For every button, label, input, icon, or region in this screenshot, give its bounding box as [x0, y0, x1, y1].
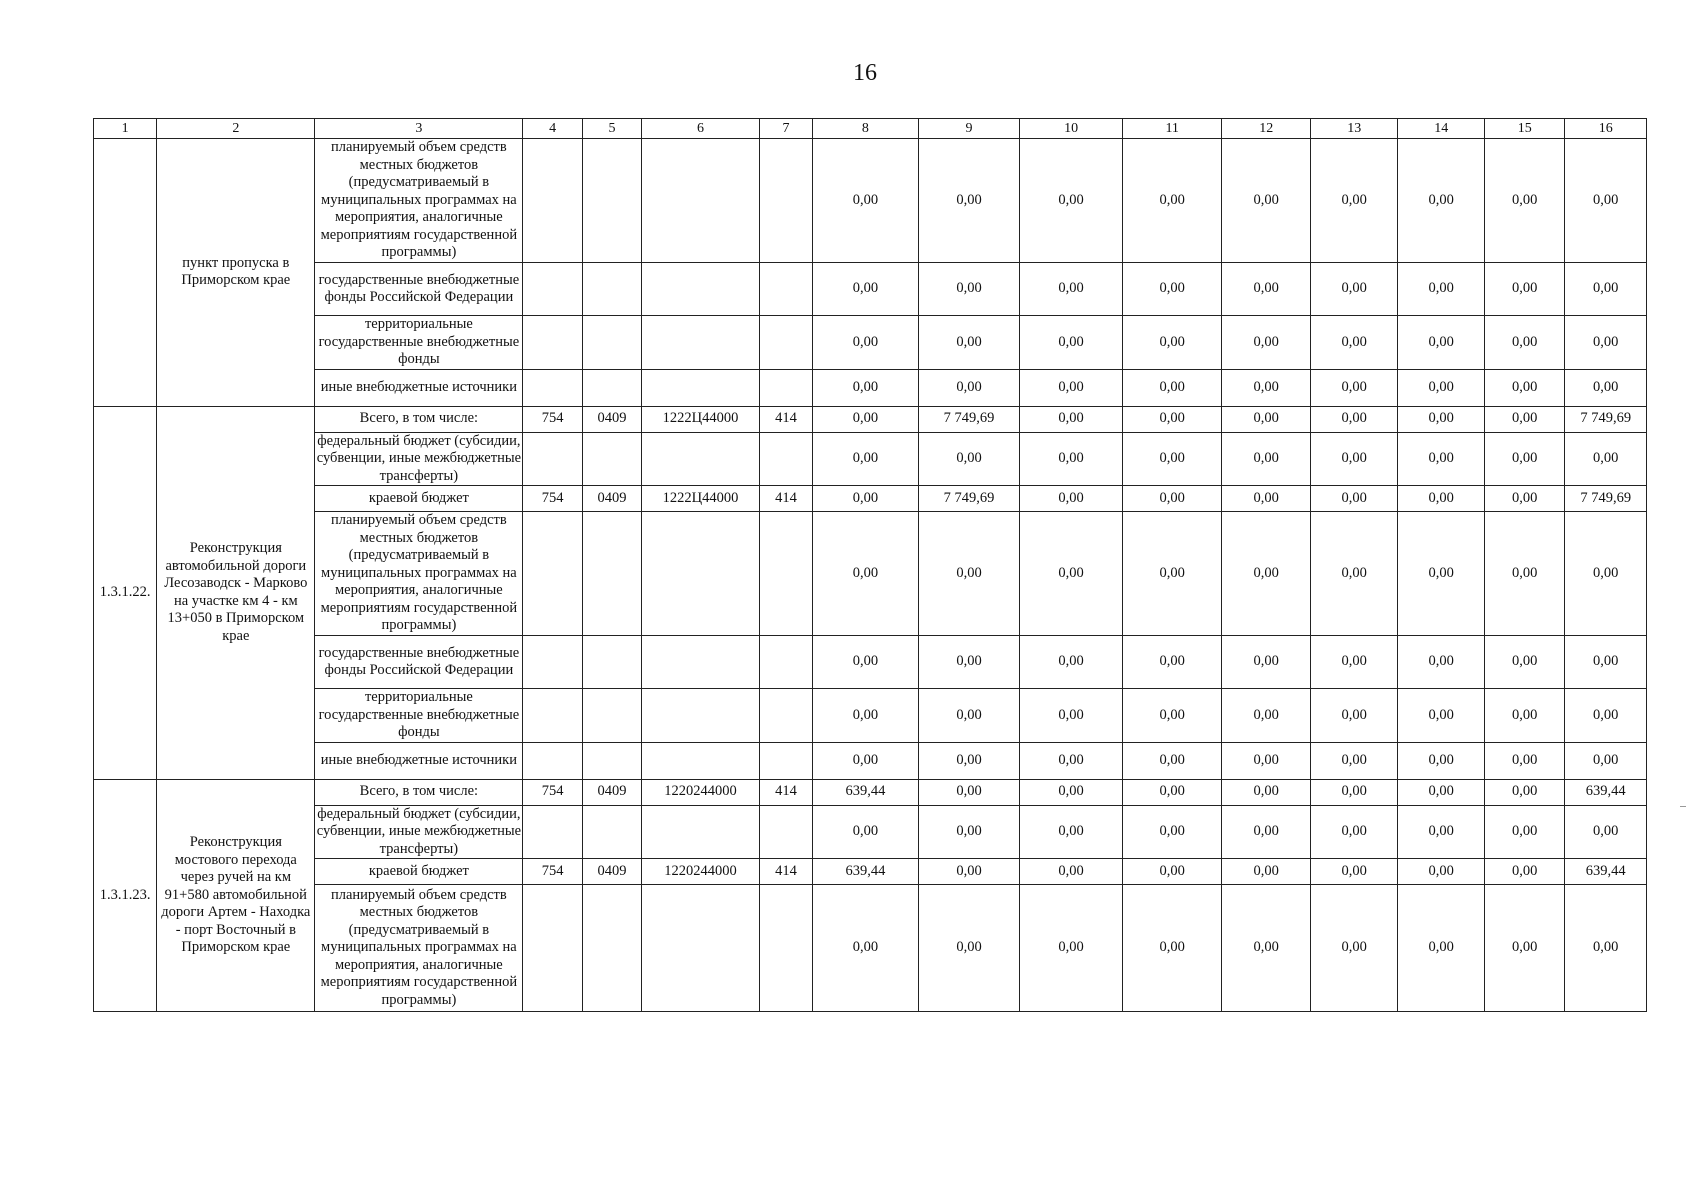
amount-cell: 0,00 [1484, 689, 1564, 743]
amount-cell: 0,00 [1484, 859, 1564, 885]
amount-cell: 0,00 [1222, 486, 1311, 512]
amount-cell: 0,00 [1122, 406, 1222, 432]
col-header: 3 [315, 119, 523, 139]
classification-cell [582, 369, 641, 406]
table-row [94, 689, 1647, 743]
classification-cell: 0409 [582, 406, 641, 432]
classification-cell [523, 689, 582, 743]
amount-cell: 0,00 [918, 689, 1020, 743]
classification-cell [759, 263, 812, 316]
amount-cell: 0,00 [1310, 263, 1398, 316]
amount-cell: 639,44 [813, 859, 919, 885]
amount-cell: 0,00 [1310, 779, 1398, 805]
table-row [94, 859, 1647, 885]
classification-cell [523, 512, 582, 636]
funding-source: государственные внебюджетные фонды Российской Федерации [315, 263, 523, 316]
amount-cell: 0,00 [813, 512, 919, 636]
amount-cell: 0,00 [1222, 805, 1311, 859]
amount-cell: 0,00 [1484, 316, 1564, 370]
classification-cell [642, 316, 760, 370]
amount-cell: 0,00 [1222, 689, 1311, 743]
amount-cell: 0,00 [1398, 432, 1485, 486]
classification-cell [523, 369, 582, 406]
amount-cell: 0,00 [918, 432, 1020, 486]
funding-source: Всего, в том числе: [315, 779, 523, 805]
classification-cell [582, 432, 641, 486]
amount-cell: 0,00 [1222, 432, 1311, 486]
amount-cell: 0,00 [1398, 859, 1485, 885]
amount-cell: 0,00 [1222, 263, 1311, 316]
amount-cell: 0,00 [1222, 885, 1311, 1012]
table-row [94, 885, 1647, 1012]
col-header: 8 [813, 119, 919, 139]
amount-cell: 0,00 [1398, 486, 1485, 512]
col-header: 7 [759, 119, 812, 139]
funding-source: планируемый объем средств местных бюджетов (предусматриваемый в муниципальных программах на мероприятия, аналогичные мероприятиям государственной программы) [315, 139, 523, 263]
amount-cell: 0,00 [1484, 263, 1564, 316]
classification-cell [582, 316, 641, 370]
classification-cell [642, 885, 760, 1012]
classification-cell [582, 263, 641, 316]
amount-cell: 0,00 [1484, 139, 1564, 263]
amount-cell: 0,00 [1020, 779, 1123, 805]
amount-cell: 0,00 [918, 139, 1020, 263]
table-body [94, 119, 1647, 1012]
funding-source: территориальные государственные внебюджетные фонды [315, 316, 523, 370]
amount-cell: 0,00 [1122, 742, 1222, 779]
amount-cell: 0,00 [1398, 316, 1485, 370]
amount-cell: 0,00 [1122, 859, 1222, 885]
col-header: 2 [157, 119, 315, 139]
classification-cell [523, 432, 582, 486]
amount-cell: 0,00 [918, 263, 1020, 316]
amount-cell: 0,00 [1310, 369, 1398, 406]
amount-cell: 0,00 [1122, 805, 1222, 859]
classification-cell [642, 689, 760, 743]
amount-cell: 0,00 [1398, 636, 1485, 689]
col-header: 4 [523, 119, 582, 139]
amount-cell: 0,00 [918, 779, 1020, 805]
amount-cell: 0,00 [1222, 779, 1311, 805]
col-header: 6 [642, 119, 760, 139]
amount-cell: 0,00 [1222, 139, 1311, 263]
amount-cell: 0,00 [1310, 512, 1398, 636]
amount-cell: 0,00 [918, 859, 1020, 885]
amount-cell: 0,00 [1222, 406, 1311, 432]
amount-cell: 0,00 [918, 805, 1020, 859]
classification-cell: 754 [523, 779, 582, 805]
amount-cell: 0,00 [1484, 369, 1564, 406]
funding-source: федеральный бюджет (субсидии, субвенции, иные межбюджетные трансферты) [316, 432, 522, 484]
amount-cell: 0,00 [1020, 742, 1123, 779]
table-row [94, 263, 1647, 316]
amount-cell: 0,00 [1020, 406, 1123, 432]
table-row [94, 486, 1647, 512]
amount-cell: 0,00 [1310, 406, 1398, 432]
amount-cell: 0,00 [1565, 689, 1647, 743]
col-header: 9 [918, 119, 1020, 139]
amount-cell: 0,00 [1222, 369, 1311, 406]
col-header: 11 [1122, 119, 1222, 139]
classification-cell [582, 636, 641, 689]
item-name: Реконструкция мостового перехода через ручей на км 91+580 автомобильной дороги Артем - Находка - порт Восточный в Приморском крае [157, 779, 315, 1012]
col-header: 5 [582, 119, 641, 139]
amount-cell: 0,00 [918, 636, 1020, 689]
amount-cell: 0,00 [813, 805, 919, 859]
amount-cell: 0,00 [1310, 316, 1398, 370]
amount-cell: 0,00 [1565, 512, 1647, 636]
item-name: Реконструкция автомобильной дороги Лесозаводск - Марково на участке км 4 - км 13+050 в Приморском крае [157, 406, 315, 779]
classification-cell [582, 689, 641, 743]
classification-cell: 754 [523, 486, 582, 512]
classification-cell [582, 742, 641, 779]
amount-cell: 0,00 [1565, 742, 1647, 779]
amount-cell: 0,00 [1222, 742, 1311, 779]
amount-cell: 0,00 [1484, 432, 1564, 486]
table-row [94, 432, 1647, 486]
table-row [94, 369, 1647, 406]
classification-cell: 1222Ц44000 [642, 486, 760, 512]
classification-cell [642, 369, 760, 406]
amount-cell: 0,00 [1398, 689, 1485, 743]
amount-cell: 7 749,69 [1565, 486, 1647, 512]
classification-cell [759, 369, 812, 406]
amount-cell: 0,00 [1484, 406, 1564, 432]
classification-cell: 754 [523, 859, 582, 885]
classification-cell: 1220244000 [642, 779, 760, 805]
classification-cell [642, 263, 760, 316]
col-header: 12 [1222, 119, 1311, 139]
funding-source: федеральный бюджет (субсидии, субвенции, иные межбюджетные трансферты) [316, 805, 522, 857]
col-header: 13 [1310, 119, 1398, 139]
amount-cell: 0,00 [1020, 805, 1123, 859]
amount-cell: 0,00 [813, 406, 919, 432]
classification-cell: 0409 [582, 859, 641, 885]
amount-cell: 0,00 [1020, 512, 1123, 636]
classification-cell [523, 263, 582, 316]
amount-cell: 0,00 [1565, 805, 1647, 859]
amount-cell: 639,44 [813, 779, 919, 805]
classification-cell: 1222Ц44000 [642, 406, 760, 432]
classification-cell [642, 636, 760, 689]
amount-cell: 0,00 [1310, 742, 1398, 779]
amount-cell: 0,00 [1565, 316, 1647, 370]
funding-source: краевой бюджет [315, 486, 523, 512]
classification-cell [642, 139, 760, 263]
classification-cell [759, 139, 812, 263]
amount-cell: 0,00 [1398, 805, 1485, 859]
amount-cell: 0,00 [1565, 636, 1647, 689]
amount-cell: 0,00 [1484, 779, 1564, 805]
amount-cell: 0,00 [1122, 139, 1222, 263]
table-row [94, 139, 1647, 263]
amount-cell: 639,44 [1565, 859, 1647, 885]
classification-cell [759, 432, 812, 486]
amount-cell: 0,00 [1122, 689, 1222, 743]
amount-cell: 0,00 [918, 512, 1020, 636]
amount-cell: 0,00 [1222, 316, 1311, 370]
classification-cell [523, 636, 582, 689]
amount-cell: 0,00 [1484, 486, 1564, 512]
amount-cell: 0,00 [1398, 406, 1485, 432]
table-row [94, 805, 1647, 859]
budget-table [93, 118, 1647, 1012]
amount-cell: 0,00 [1020, 689, 1123, 743]
amount-cell: 0,00 [1484, 885, 1564, 1012]
col-header: 16 [1565, 119, 1647, 139]
amount-cell: 0,00 [1310, 859, 1398, 885]
amount-cell: 0,00 [1484, 636, 1564, 689]
amount-cell: 0,00 [1020, 432, 1123, 486]
amount-cell: 0,00 [1020, 885, 1123, 1012]
classification-cell: 754 [523, 406, 582, 432]
amount-cell: 0,00 [1310, 689, 1398, 743]
amount-cell: 0,00 [1310, 139, 1398, 263]
funding-source: планируемый объем средств местных бюджетов (предусматриваемый в муниципальных программах на мероприятия, аналогичные мероприятиям государственной программы) [315, 885, 523, 1012]
amount-cell: 0,00 [813, 486, 919, 512]
classification-cell [523, 885, 582, 1012]
item-code: 1.3.1.23. [94, 779, 157, 1012]
amount-cell: 0,00 [1122, 486, 1222, 512]
funding-source: планируемый объем средств местных бюджетов (предусматриваемый в муниципальных программах на мероприятия, аналогичные мероприятиям государственной программы) [315, 512, 523, 636]
amount-cell: 0,00 [1310, 636, 1398, 689]
amount-cell: 7 749,69 [918, 486, 1020, 512]
classification-cell [759, 316, 812, 370]
amount-cell: 0,00 [1020, 859, 1123, 885]
classification-cell [523, 805, 582, 859]
funding-source: государственные внебюджетные фонды Российской Федерации [315, 636, 523, 689]
amount-cell: 0,00 [813, 742, 919, 779]
classification-cell [759, 885, 812, 1012]
amount-cell: 0,00 [813, 369, 919, 406]
amount-cell: 0,00 [813, 139, 919, 263]
classification-cell [759, 805, 812, 859]
item-name: пункт пропуска в Приморском крае [157, 139, 315, 407]
classification-cell [523, 742, 582, 779]
classification-cell [523, 316, 582, 370]
classification-cell: 414 [759, 859, 812, 885]
amount-cell: 7 749,69 [918, 406, 1020, 432]
amount-cell: 0,00 [1310, 432, 1398, 486]
amount-cell: 0,00 [1484, 512, 1564, 636]
amount-cell: 0,00 [1484, 805, 1564, 859]
funding-source: краевой бюджет [315, 859, 523, 885]
amount-cell: 0,00 [813, 636, 919, 689]
classification-cell [759, 512, 812, 636]
amount-cell: 0,00 [1565, 885, 1647, 1012]
col-header: 10 [1020, 119, 1123, 139]
page-number: 16 [853, 60, 877, 86]
table-row [94, 742, 1647, 779]
amount-cell: 0,00 [1398, 369, 1485, 406]
amount-cell: 0,00 [1122, 316, 1222, 370]
amount-cell: 0,00 [1122, 263, 1222, 316]
amount-cell: 0,00 [1310, 885, 1398, 1012]
amount-cell: 0,00 [1020, 369, 1123, 406]
item-code [94, 139, 157, 407]
funding-source: иные внебюджетные источники [315, 742, 523, 779]
funding-source: территориальные государственные внебюджетные фонды [315, 689, 523, 743]
amount-cell: 0,00 [813, 263, 919, 316]
amount-cell: 0,00 [1122, 779, 1222, 805]
amount-cell: 639,44 [1565, 779, 1647, 805]
amount-cell: 0,00 [1122, 432, 1222, 486]
amount-cell: 0,00 [1484, 742, 1564, 779]
classification-cell [642, 805, 760, 859]
classification-cell: 1220244000 [642, 859, 760, 885]
classification-cell [759, 742, 812, 779]
amount-cell: 0,00 [813, 689, 919, 743]
amount-cell: 0,00 [1398, 139, 1485, 263]
header-row [94, 119, 1647, 139]
amount-cell: 0,00 [1020, 139, 1123, 263]
table-row [94, 636, 1647, 689]
amount-cell: 0,00 [1565, 369, 1647, 406]
amount-cell: 0,00 [1222, 636, 1311, 689]
col-header: 1 [94, 119, 157, 139]
classification-cell [582, 512, 641, 636]
amount-cell: 7 749,69 [1565, 406, 1647, 432]
amount-cell: 0,00 [1122, 512, 1222, 636]
table-row [94, 779, 1647, 805]
classification-cell: 414 [759, 779, 812, 805]
amount-cell: 0,00 [1122, 636, 1222, 689]
item-code: 1.3.1.22. [94, 406, 157, 779]
amount-cell: 0,00 [918, 885, 1020, 1012]
amount-cell: 0,00 [813, 885, 919, 1012]
classification-cell [582, 885, 641, 1012]
amount-cell: 0,00 [1565, 263, 1647, 316]
classification-cell [642, 742, 760, 779]
col-header: 15 [1484, 119, 1564, 139]
amount-cell: 0,00 [1398, 885, 1485, 1012]
amount-cell: 0,00 [918, 316, 1020, 370]
classification-cell [759, 689, 812, 743]
amount-cell: 0,00 [1020, 636, 1123, 689]
amount-cell: 0,00 [1398, 263, 1485, 316]
amount-cell: 0,00 [1565, 139, 1647, 263]
classification-cell [642, 512, 760, 636]
table-row [94, 316, 1647, 370]
margin-mark [1680, 806, 1686, 807]
amount-cell: 0,00 [813, 316, 919, 370]
classification-cell [582, 805, 641, 859]
amount-cell: 0,00 [1020, 316, 1123, 370]
table-row [94, 512, 1647, 636]
amount-cell: 0,00 [1122, 885, 1222, 1012]
classification-cell [582, 139, 641, 263]
amount-cell: 0,00 [918, 742, 1020, 779]
amount-cell: 0,00 [1122, 369, 1222, 406]
amount-cell: 0,00 [1398, 779, 1485, 805]
amount-cell: 0,00 [813, 432, 919, 486]
col-header: 14 [1398, 119, 1485, 139]
amount-cell: 0,00 [1310, 805, 1398, 859]
funding-source: иные внебюджетные источники [315, 369, 523, 406]
funding-source: Всего, в том числе: [315, 406, 523, 432]
classification-cell: 414 [759, 406, 812, 432]
amount-cell: 0,00 [918, 369, 1020, 406]
classification-cell: 0409 [582, 486, 641, 512]
classification-cell: 0409 [582, 779, 641, 805]
classification-cell [759, 636, 812, 689]
classification-cell [523, 139, 582, 263]
classification-cell: 414 [759, 486, 812, 512]
amount-cell: 0,00 [1398, 512, 1485, 636]
amount-cell: 0,00 [1565, 432, 1647, 486]
classification-cell [642, 432, 760, 486]
amount-cell: 0,00 [1398, 742, 1485, 779]
amount-cell: 0,00 [1020, 486, 1123, 512]
amount-cell: 0,00 [1020, 263, 1123, 316]
amount-cell: 0,00 [1310, 486, 1398, 512]
amount-cell: 0,00 [1222, 859, 1311, 885]
amount-cell: 0,00 [1222, 512, 1311, 636]
table-row [94, 406, 1647, 432]
